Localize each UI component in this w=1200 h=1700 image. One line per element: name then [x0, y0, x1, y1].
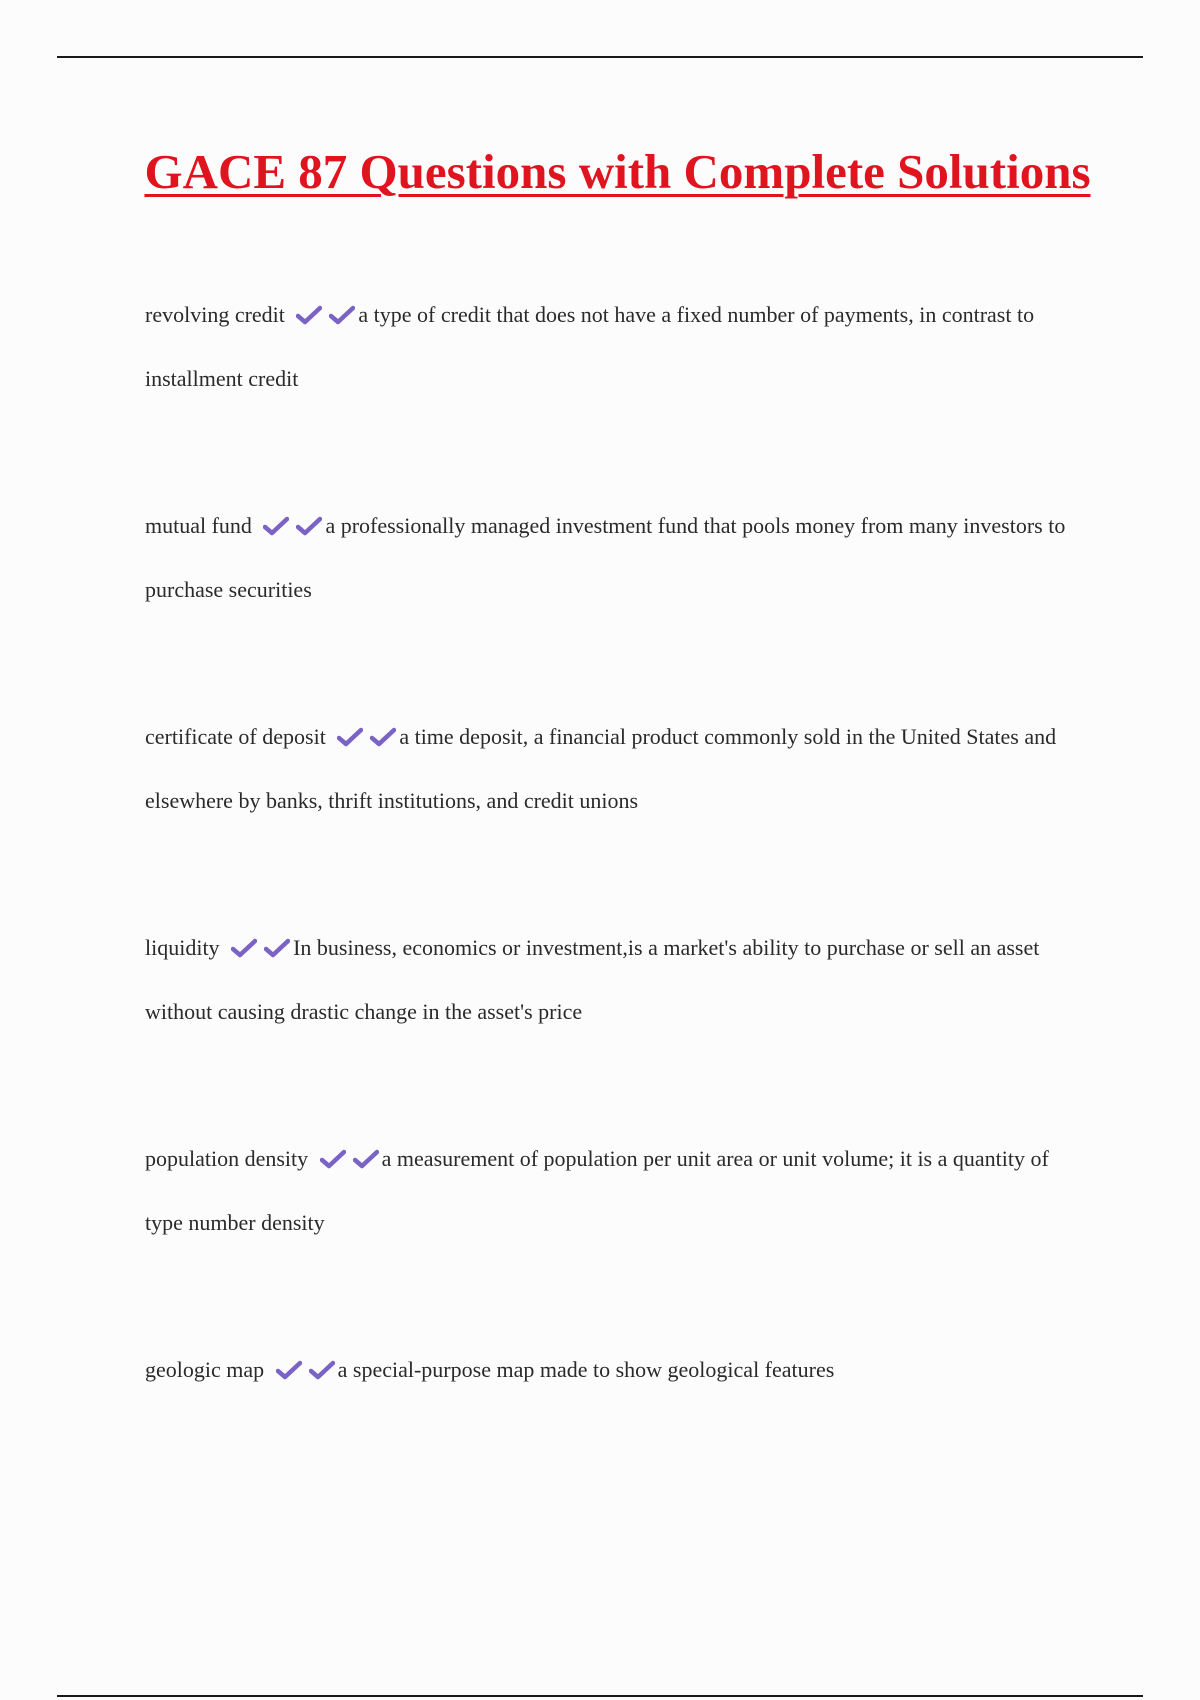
double-check: [337, 709, 396, 770]
check-icon: [296, 305, 322, 325]
check-icon: [276, 1360, 302, 1380]
list-item: [145, 284, 1085, 409]
entry-definition: a professionally managed investment fund that pools money from many investors to purchase securities: [145, 513, 1066, 602]
check-icon: [337, 727, 363, 747]
bottom-rule: [57, 1695, 1143, 1697]
entry-definition: a type of credit that does not have a fixed number of payments, in contrast to installment credit: [145, 302, 1035, 391]
top-rule: [57, 56, 1143, 58]
check-icon: [353, 1149, 379, 1169]
entry-term: liquidity: [145, 935, 220, 960]
double-check: [263, 498, 322, 559]
list-item: [145, 706, 1085, 831]
entry-definition: a measurement of population per unit area or unit volume; it is a quantity of type number density: [145, 1146, 1049, 1235]
check-icon: [320, 1149, 346, 1169]
flashcard-list: [145, 284, 1085, 1403]
page-title: GACE 87 Questions with Complete Solutions: [144, 144, 1091, 199]
check-icon: [309, 1360, 335, 1380]
check-icon: [264, 938, 290, 958]
check-icon: [296, 516, 322, 536]
entry-term: certificate of deposit: [145, 724, 326, 749]
check-icon: [370, 727, 396, 747]
check-icon: [231, 938, 257, 958]
list-item: [145, 495, 1085, 620]
double-check: [276, 1342, 335, 1403]
entry-term: population density: [145, 1146, 309, 1171]
check-icon: [263, 516, 289, 536]
double-check: [296, 287, 355, 348]
double-check: [231, 920, 290, 981]
list-item: [145, 1339, 1085, 1403]
entry-definition: In business, economics or investment,is a market's ability to purchase or sell an asset without causing drastic change in the asset's price: [145, 935, 1040, 1024]
check-icon: [329, 305, 355, 325]
entry-term: geologic map: [145, 1357, 265, 1382]
entry-term: revolving credit: [145, 302, 285, 327]
entry-term: mutual fund: [145, 513, 252, 538]
entry-definition: a time deposit, a financial product commonly sold in the United States and elsewhere by banks, thrift institutions, and credit unions: [145, 724, 1057, 813]
list-item: [145, 917, 1085, 1042]
list-item: [145, 1128, 1085, 1253]
entry-definition: a special-purpose map made to show geological features: [337, 1357, 835, 1382]
double-check: [320, 1131, 379, 1192]
